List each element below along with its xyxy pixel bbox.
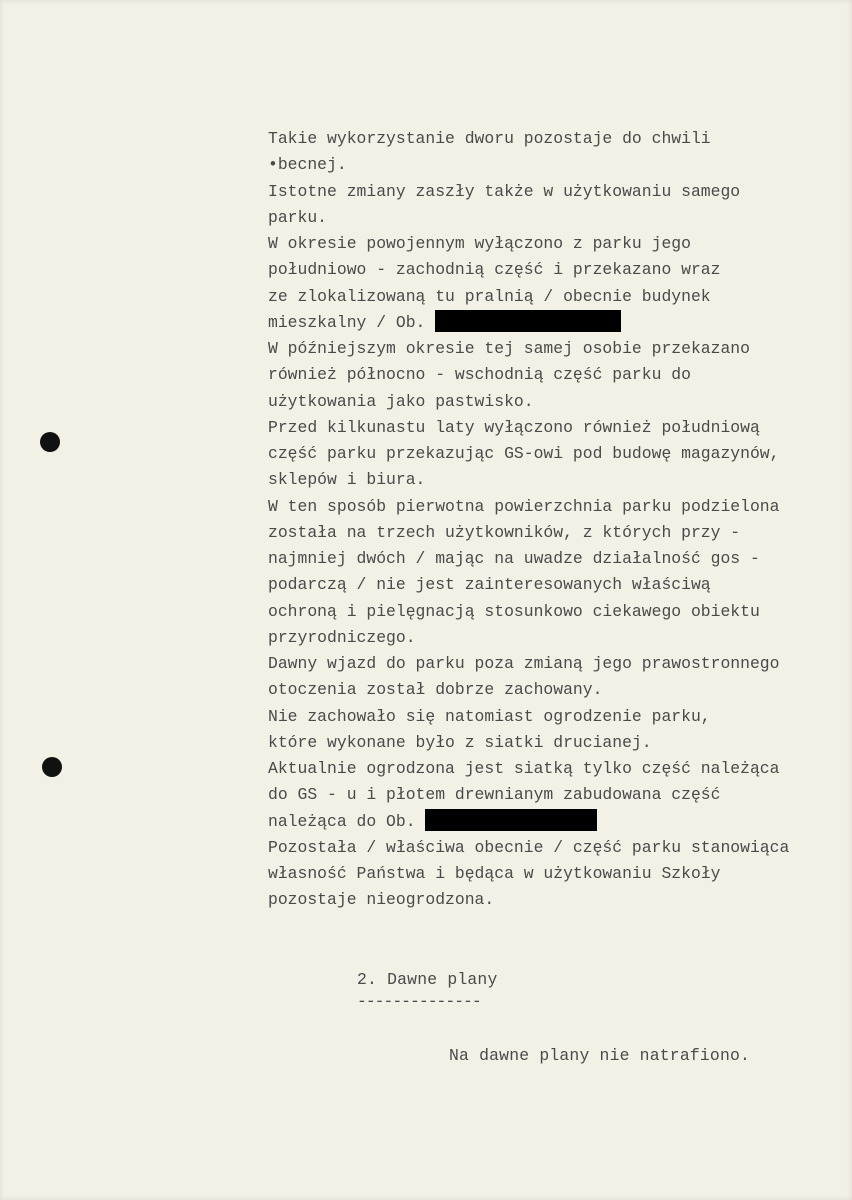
text-line: które wykonane było z siatki drucianej. <box>268 732 652 752</box>
text-line: południowo - zachodnią część i przekazano wraz <box>268 260 721 280</box>
text-line-with-redaction <box>268 809 789 835</box>
text-line: W ten sposób pierwotna powierzchnia parku podzielona <box>268 496 780 516</box>
text-line: do GS - u i płotem drewnianym zabudowana część <box>268 785 721 805</box>
text-line: •becnej. <box>268 155 347 175</box>
text-line: Przed kilkunastu laty wyłączono również południową <box>268 417 760 437</box>
text-line: pozostaje nieogrodzona. <box>268 890 495 910</box>
text-line: ochroną i pielęgnacją stosunkowo ciekawego obiektu <box>268 601 760 621</box>
text-line: mieszkalny / Ob. <box>268 312 426 332</box>
text-line: najmniej dwóch / mając na uwadze działalność gos - <box>268 549 760 568</box>
text-line: sklepów i biura. <box>268 470 426 490</box>
final-note: Na dawne plany nie natrafiono. <box>449 1046 751 1065</box>
text-line: parku. <box>268 207 328 227</box>
text-line: Pozostała / właściwa obecnie / część parku stanowiąca <box>268 837 790 857</box>
text-line: W okresie powojennym wyłączono z parku jego <box>268 234 691 253</box>
text-line: otoczenia został dobrze zachowany. <box>268 680 603 700</box>
text-line: część parku przekazując GS-owi pod budowę magazynów, <box>268 444 780 463</box>
text-line: należąca do Ob. <box>268 811 416 831</box>
text-line: własność Państwa i będąca w użytkowaniu Szkoły <box>268 864 721 883</box>
section-heading: 2. Dawne plany <box>357 970 498 989</box>
text-line: przyrodniczego. <box>268 627 416 647</box>
redaction-bar <box>425 809 597 831</box>
text-line: Istotne zmiany zaszły także w użytkowaniu samego <box>268 181 741 201</box>
text-line: również północno - wschodnią część parku do <box>268 365 691 385</box>
section-heading-underline: -------------- <box>357 992 481 1011</box>
text-line: W późniejszym okresie tej samej osobie przekazano <box>268 339 750 358</box>
text-line-with-redaction <box>268 310 789 336</box>
text-line: została na trzech użytkowników, z których przy - <box>268 522 741 542</box>
punch-hole-upper <box>40 432 60 452</box>
text-line: ze zlokalizowaną tu pralnią / obecnie budynek <box>268 286 711 306</box>
text-line: Dawny wjazd do parku poza zmianą jego prawostronnego <box>268 654 780 673</box>
body-text <box>268 126 789 914</box>
redaction-bar <box>435 310 621 332</box>
text-line: użytkowania jako pastwisko. <box>268 391 534 411</box>
text-line: Nie zachowało się natomiast ogrodzenie parku, <box>268 706 711 726</box>
text-line: Aktualnie ogrodzona jest siatką tylko część należąca <box>268 759 780 778</box>
text-line: Takie wykorzystanie dworu pozostaje do chwili <box>268 129 711 148</box>
punch-hole-lower <box>42 757 62 777</box>
text-line: podarczą / nie jest zainteresowanych właściwą <box>268 575 711 595</box>
